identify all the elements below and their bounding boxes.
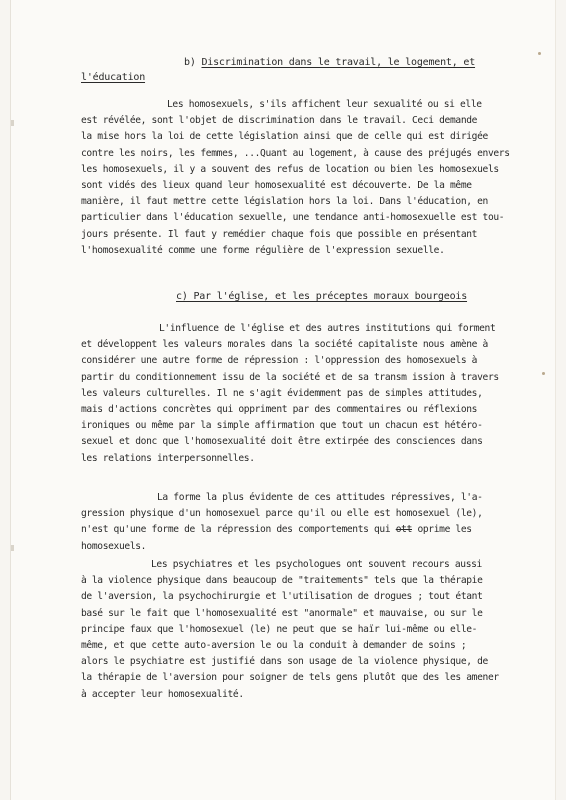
- paragraph-line: les homosexuels, il y a souvent des refus de location ou bien les homosexuels: [81, 163, 499, 175]
- section-c-paragraph-2: [81, 490, 521, 555]
- section-b-letter: b): [184, 57, 202, 68]
- paragraph-line: mais d'actions concrètes qui oppriment par des commentaires ou réflexions: [81, 404, 478, 416]
- paragraph-line: Les psychiatres et les psychologues ont souvent recours aussi: [151, 559, 482, 570]
- paragraph-line: sexuel et donc que l'homosexualité doit être extirpée des consciences dans: [81, 436, 483, 448]
- paragraph-line: la thérapie de l'aversion pour soigner de tels gens plutôt que des les amener: [81, 672, 499, 684]
- paragraph-line: est révélée, sont l'objet de discrimination dans le travail. Ceci demande: [81, 115, 478, 127]
- paragraph-line: ironiques ou même par la simple affirmation que tout un chacun est hétéro-: [81, 420, 483, 432]
- paragraph-line: considérer une autre forme de répression : l'oppression des homosexuels à: [81, 355, 478, 367]
- paragraph-line: homosexuels.: [81, 540, 147, 552]
- paragraph-line: jours présente. Il faut y remédier chaque fois que possible en présentant: [81, 228, 478, 240]
- paragraph-line: et développent les valeurs morales dans la société capitaliste nous amène à: [81, 339, 488, 351]
- paragraph-line: gression physique d'un homosexuel parce qu'il ou elle est homosexuel (le),: [81, 508, 483, 520]
- section-b-title-line1: [184, 56, 475, 69]
- section-b-title-text: Discrimination dans le travail, le logement, et: [201, 57, 476, 68]
- paragraph-line: partir du conditionnement issu de la société et de sa transm ission à travers: [81, 371, 499, 383]
- paragraph-line: basé sur le fait que l'homosexualité est "anormale" et mauvaise, ou sur le: [81, 607, 483, 619]
- paragraph-line: les relations interpersonnelles.: [81, 452, 255, 464]
- struck-word: ott: [395, 524, 412, 536]
- section-b-paragraph: [81, 97, 521, 259]
- section-c-paragraph-1: [81, 321, 521, 467]
- paragraph-line-end: oprime les: [417, 524, 472, 536]
- section-c-title: c) Par l'église, et les préceptes moraux bourgeois: [176, 291, 468, 302]
- paragraph-line: La forme la plus évidente de ces attitudes répressives, l'a-: [157, 492, 483, 503]
- paragraph-line: alors le psychiatre est justifié dans son usage de la violence physique, de: [81, 656, 488, 668]
- paragraph-line: particulier dans l'éducation sexuelle, une tendance anti-homosexuelle est tou-: [81, 212, 505, 224]
- punch-hole-mark: [11, 545, 14, 551]
- section-b-title-line2: l'éducation: [81, 72, 146, 83]
- paragraph-line: les valeurs culturelles. Il ne s'agit évidemment pas de simples attitudes,: [81, 387, 483, 399]
- paragraph-line: à accepter leur homosexualité.: [81, 688, 244, 700]
- section-c-paragraph-3: [81, 557, 521, 703]
- paragraph-line: [81, 522, 521, 538]
- paper-speck: [542, 372, 545, 375]
- paragraph-line: contre les noirs, les femmes, ...Quant au logement, à cause des préjugés envers: [81, 147, 510, 159]
- paragraph-line: à la violence physique dans beaucoup de "traitements" tels que la thérapie: [81, 575, 483, 587]
- paragraph-line: sont vidés des lieux quand leur homosexualité est découverte. De la même: [81, 180, 472, 192]
- punch-hole-mark: [11, 120, 14, 126]
- paragraph-line: Les homosexuels, s'ils affichent leur sexualité ou si elle: [167, 99, 482, 110]
- paragraph-line: de l'aversion, la psychochirurgie et l'utilisation de drogues ; tout étant: [81, 591, 483, 603]
- paragraph-line: principe faux que l'homosexuel (le) ne peut que se haïr lui-même ou elle-: [81, 623, 478, 635]
- paragraph-line: l'homosexualité comme une forme régulière de l'expression sexuelle.: [81, 244, 445, 256]
- paper-speck: [538, 52, 541, 55]
- paragraph-line-text: n'est qu'une forme de la répression des comportements qui: [81, 524, 391, 536]
- paragraph-line: la mise hors la loi de cette législation ainsi que de celle qui est dirigée: [81, 131, 488, 143]
- document-page: [10, 0, 556, 800]
- paragraph-line: L'influence de l'église et des autres institutions qui forment: [159, 323, 496, 334]
- paragraph-line: même, et que cette auto-aversion le ou la conduit à demander de soins ;: [81, 640, 467, 652]
- paragraph-line: manière, il faut mettre cette législation hors la loi. Dans l'éducation, en: [81, 196, 488, 208]
